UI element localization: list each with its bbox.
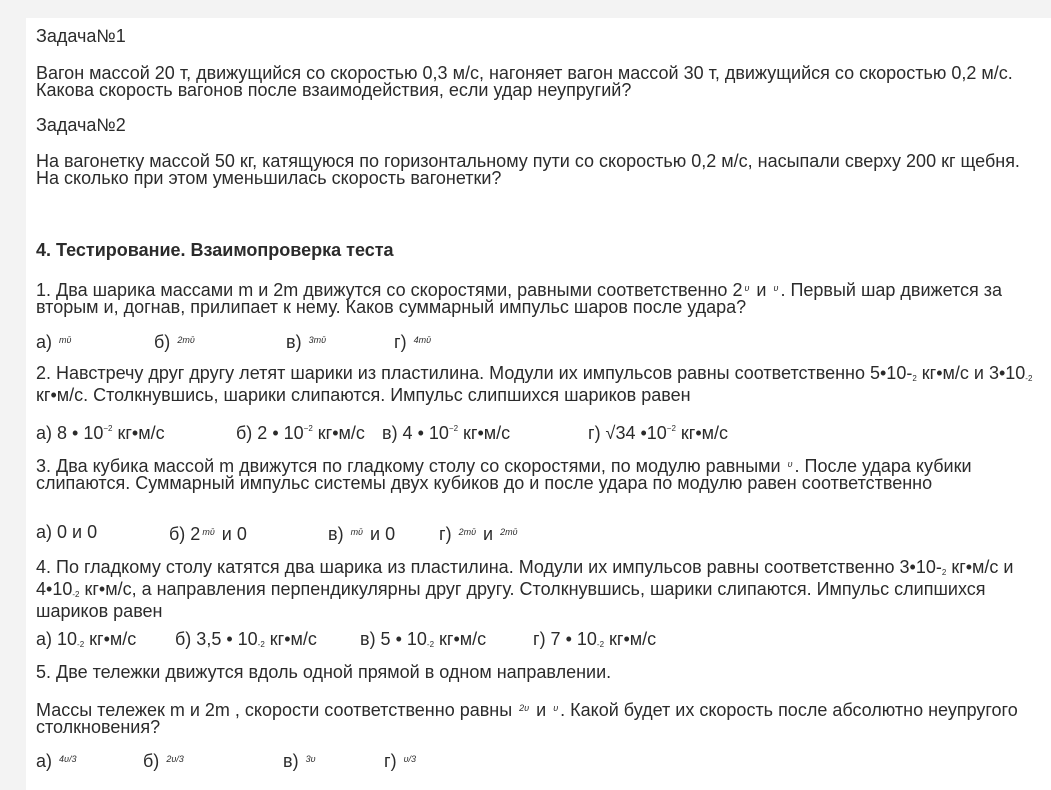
q5-option-d-value: υ/3 bbox=[403, 754, 417, 764]
q4-exp1: 2 bbox=[941, 568, 947, 577]
q1-option-d[interactable] bbox=[394, 332, 433, 351]
q4-option-c[interactable] bbox=[360, 631, 486, 653]
q1-v2: υ bbox=[773, 283, 779, 293]
q5-option-d-label: г) bbox=[384, 751, 397, 771]
q5-option-b-label: б) bbox=[143, 751, 160, 771]
q4-option-c-exp: -2 bbox=[426, 640, 435, 649]
q4-option-d-post: кг•м/с bbox=[604, 629, 657, 649]
q3-option-d[interactable] bbox=[439, 524, 520, 543]
q2-option-c-exp: −2 bbox=[448, 424, 459, 433]
q2-option-a-exp: −2 bbox=[103, 424, 113, 433]
q2-option-a-text: а) 8 • 10 bbox=[36, 423, 104, 443]
q3-option-c-mv: mῡ bbox=[350, 527, 364, 537]
q3-text-a: 3. Два кубика массой m движутся по гладкому столу со скоростями, по модулю равными bbox=[36, 456, 786, 476]
q4-option-b-post: кг•м/с bbox=[264, 629, 317, 649]
q3-option-d-mid: и bbox=[478, 524, 499, 544]
q3-option-a[interactable]: а) 0 и 0 bbox=[36, 522, 98, 542]
q2-option-a[interactable] bbox=[36, 420, 165, 442]
q2-option-d-exp: −2 bbox=[666, 424, 676, 433]
q5-line1: 5. Две тележки движутся вдоль одной прямой в одном направлении. bbox=[36, 662, 612, 682]
q2-option-c-unit: кг•м/с bbox=[458, 423, 511, 443]
q2-option-b[interactable] bbox=[236, 420, 365, 442]
task1-text: Вагон массой 20 т, движущийся со скоростью 0,3 м/с, нагоняет вагон массой 30 т, движущийся со скоростью 0,2 м/с. Какова скорость вагонов после взаимодействия, если удар неупругий? bbox=[36, 63, 1013, 100]
q5-option-b-value: 2υ/3 bbox=[166, 754, 184, 764]
q5-v2: υ bbox=[553, 703, 559, 713]
q1-option-c-label: в) bbox=[286, 332, 302, 352]
q2-option-b-exp: −2 bbox=[303, 424, 313, 433]
q1-text bbox=[36, 280, 1036, 316]
q3-v: υ bbox=[787, 459, 793, 469]
section-title: 4. Тестирование. Взаимопроверка теста bbox=[36, 240, 394, 260]
q3-option-c-pre: в) bbox=[328, 524, 349, 544]
q5-option-c-value: 3υ bbox=[305, 754, 316, 764]
q2-option-d-text: г) √34 •10 bbox=[588, 423, 667, 443]
q2-text-b: кг•м/с и 3•10 bbox=[916, 363, 1026, 383]
q1-option-c[interactable] bbox=[286, 332, 328, 351]
q2-option-b-unit: кг•м/с bbox=[312, 423, 365, 443]
q3-text bbox=[36, 456, 1036, 492]
q1-option-b-label: б) bbox=[154, 332, 171, 352]
q2-option-a-unit: кг•м/с bbox=[112, 423, 165, 443]
q1-option-a-label: а) bbox=[36, 332, 53, 352]
q5-option-a[interactable] bbox=[36, 751, 79, 770]
q2-option-d[interactable] bbox=[588, 420, 728, 442]
q3-option-b-pre: б) 2 bbox=[169, 524, 201, 544]
q5-v1: 2υ bbox=[519, 703, 530, 713]
q3-option-d-pre: г) bbox=[439, 524, 457, 544]
q5-text bbox=[36, 700, 1036, 736]
q3-option-b[interactable] bbox=[169, 524, 247, 543]
q2-text-c: кг•м/с. Столкнувшись, шарики слипаются. Импульс слипшихся шариков равен bbox=[36, 385, 691, 405]
q2-exp2: -2 bbox=[1025, 374, 1033, 383]
q4-option-b[interactable] bbox=[175, 631, 317, 653]
document-page bbox=[26, 18, 1051, 790]
q3-option-c[interactable] bbox=[328, 524, 395, 543]
q5-option-b[interactable] bbox=[143, 751, 186, 770]
q2-option-d-unit: кг•м/с bbox=[675, 423, 729, 443]
q1-text-c: . Первый шар движется за вторым и, догнав, прилипает к нему. Каков суммарный импульс шаров после удара? bbox=[36, 280, 1003, 317]
q2-option-c-text: в) 4 • 10 bbox=[382, 423, 449, 443]
q4-option-d[interactable] bbox=[533, 631, 656, 653]
q5-option-c[interactable] bbox=[283, 751, 318, 770]
q2-exp1: 2 bbox=[912, 374, 917, 383]
q1-text-b: и bbox=[751, 280, 772, 300]
q3-text-b: . После удара кубики слипаются. Суммарный импульс системы двух кубиков до и после удара по модулю равен соответственно bbox=[36, 456, 972, 493]
q5-text-c: . Какой будет их скорость после абсолютно неупругого столкновения? bbox=[36, 700, 1018, 737]
q1-option-b-value: 2mῡ bbox=[177, 335, 195, 345]
q1-option-b[interactable] bbox=[154, 332, 197, 351]
q4-exp2: -2 bbox=[72, 590, 80, 599]
task1-title: Задача№1 bbox=[36, 26, 126, 46]
q3-option-d-mv1: 2mῡ bbox=[458, 527, 477, 537]
q4-option-a-exp: -2 bbox=[77, 640, 85, 649]
q3-option-b-mid: и 0 bbox=[216, 524, 247, 544]
q2-text bbox=[36, 365, 1036, 404]
q2-text-a: 2. Навстречу друг другу летят шарики из пластилина. Модули их импульсов равны соответственно 5•10- bbox=[36, 363, 913, 383]
q5-option-d[interactable] bbox=[384, 751, 418, 770]
q4-option-b-exp: -2 bbox=[257, 640, 265, 649]
q1-option-d-label: г) bbox=[394, 332, 407, 352]
q4-option-b-pre: б) 3,5 • 10 bbox=[175, 629, 258, 649]
q2-option-b-text: б) 2 • 10 bbox=[236, 423, 304, 443]
q1-text-a: 1. Два шарика массами m и 2m движутся со скоростями, равными соответственно 2 bbox=[36, 280, 743, 300]
q4-option-a[interactable] bbox=[36, 631, 136, 653]
q4-option-d-pre: г) 7 • 10 bbox=[533, 629, 597, 649]
q3-option-b-mv: mῡ bbox=[202, 527, 215, 537]
q2-option-c[interactable] bbox=[382, 420, 510, 442]
q5-text-b: и bbox=[531, 700, 552, 720]
q1-option-d-value: 4mῡ bbox=[413, 335, 432, 345]
q1-option-a-value: mῡ bbox=[59, 335, 72, 345]
q3-option-c-mid: и 0 bbox=[365, 524, 396, 544]
task2-title: Задача№2 bbox=[36, 115, 126, 135]
q4-text-a: 4. По гладкому столу катятся два шарика из пластилина. Модули их импульсов равны соответственно 3•10- bbox=[36, 557, 942, 577]
q5-option-a-label: а) bbox=[36, 751, 53, 771]
task2-text: На вагонетку массой 50 кг, катящуюся по горизонтальному пути со скоростью 0,2 м/с, насыпали сверху 200 кг щебня. На сколько при этом уменьшилась скорость вагонетки? bbox=[36, 151, 1020, 188]
q3-option-d-mv2: 2mῡ bbox=[500, 527, 518, 537]
q4-text-b: кг•м/с и 4•10 bbox=[36, 557, 1014, 599]
q4-option-c-pre: в) 5 • 10 bbox=[360, 629, 427, 649]
q4-text bbox=[36, 559, 1036, 620]
q4-text-c: кг•м/с, а направления перпендикулярны друг другу. Столкнувшись, шарики слипаются. Импульс слипшихся шариков равен bbox=[36, 579, 986, 621]
q5-option-c-label: в) bbox=[283, 751, 299, 771]
q4-option-a-pre: а) 10 bbox=[36, 629, 78, 649]
q1-option-a[interactable] bbox=[36, 332, 73, 351]
q4-option-a-post: кг•м/с bbox=[84, 629, 137, 649]
q4-option-d-exp: -2 bbox=[596, 640, 605, 649]
q5-text-a: Массы тележек m и 2m , скорости соответственно равны bbox=[36, 700, 518, 720]
q1-option-c-value: 3mῡ bbox=[308, 335, 327, 345]
q1-v1: υ bbox=[744, 283, 750, 293]
q4-option-c-post: кг•м/с bbox=[434, 629, 487, 649]
q5-option-a-value: 4υ/3 bbox=[59, 754, 77, 764]
